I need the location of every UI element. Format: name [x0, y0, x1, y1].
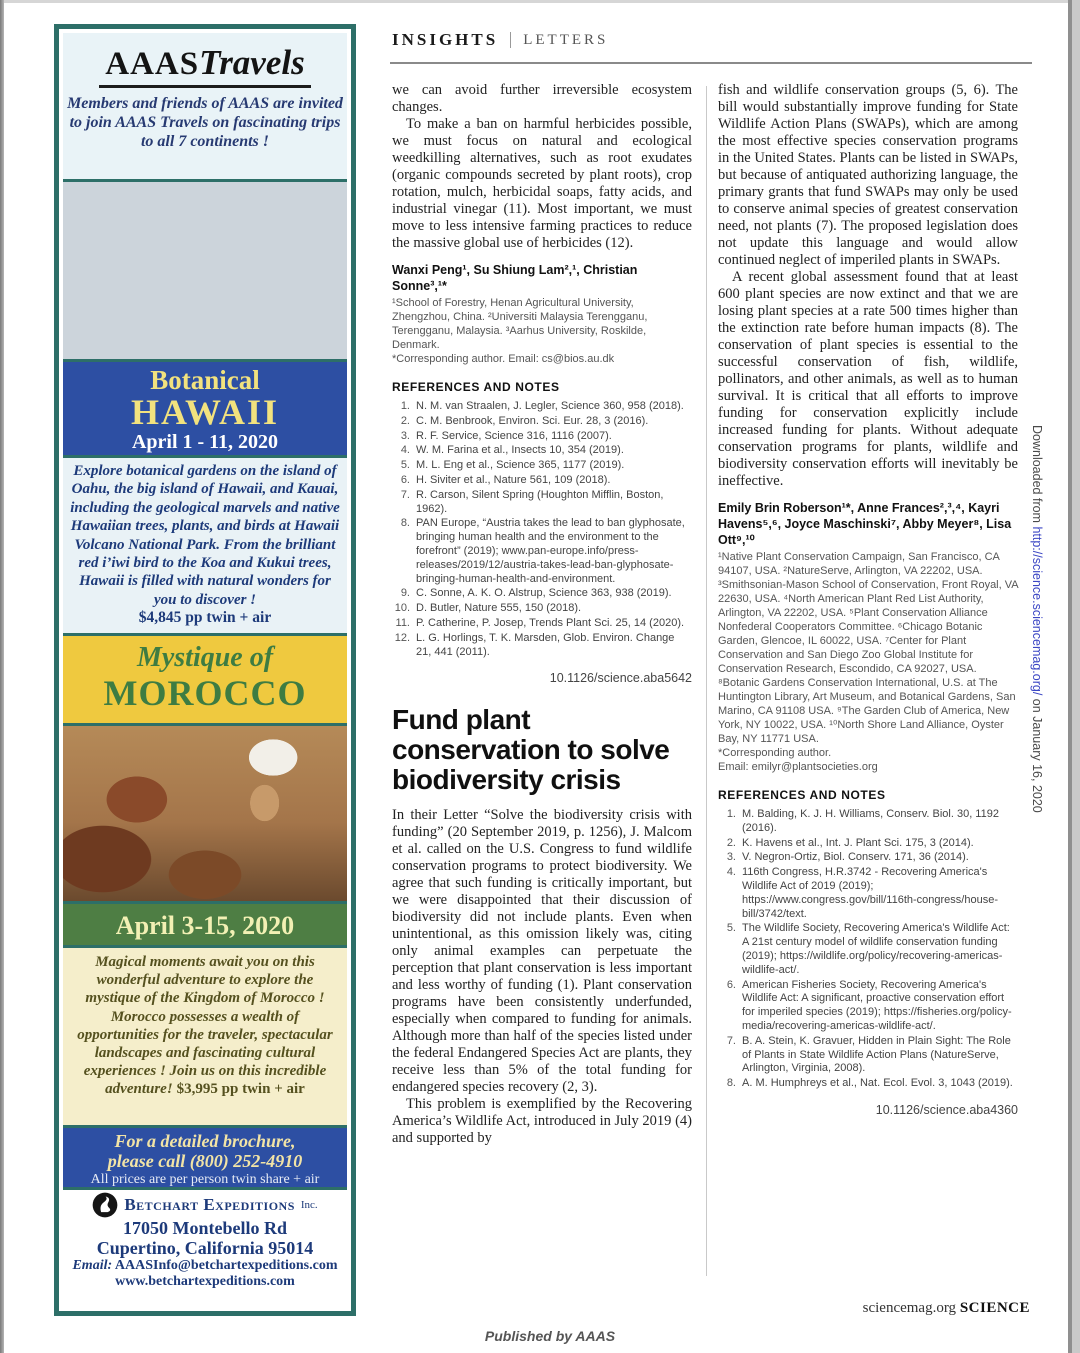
morocco-dates-box: [63, 901, 347, 945]
column-divider: [706, 86, 707, 1276]
reference-number: 8.: [400, 517, 410, 530]
reference-text: C. Sonne, A. K. O. Alstrup, Science 363, 938 (2019).: [416, 587, 672, 600]
reference-text: L. G. Horlings, T. K. Marsden, Glob. Environ. Change 21, 441 (2011).: [416, 631, 675, 658]
reference-item: [392, 587, 692, 601]
letter1-references-list: [392, 400, 692, 659]
letter2-paragraph-2: This problem is exemplified by the Recovering America’s Wildlife Act, introduced in July 2019 (4) and supported by: [392, 1096, 692, 1147]
letter1-references-title: REFERENCES AND NOTES: [392, 380, 560, 394]
reference-text: R. Carson, Silent Spring (Houghton Mifflin, Boston, 1962).: [416, 488, 664, 515]
letter1-doi: 10.1126/science.aba5642: [549, 671, 692, 686]
reference-item: [392, 474, 692, 488]
reference-item: [718, 866, 1018, 921]
reference-item: [392, 632, 692, 660]
page-top-edge: [0, 0, 1080, 3]
reference-item: [718, 808, 1018, 836]
reference-item: [392, 602, 692, 616]
reference-item: [718, 1035, 1018, 1076]
journal-footer: [718, 1300, 1030, 1317]
betchart-company-block: [63, 1187, 347, 1307]
reference-text: The Wildlife Society, Recovering America's Wildlife Act: A 21st century model of wildlife conservation funding (2019); https://wildlife.org/policy/recovering-americas-wildlife-act/.: [742, 922, 1010, 976]
morocco-trip-title: [63, 633, 347, 723]
reference-item: [392, 489, 692, 517]
company-name-suffix: Inc.: [300, 1199, 318, 1211]
text-column-1: [392, 82, 692, 1147]
company-address-line2: Cupertino, California 95014: [96, 1238, 314, 1258]
letter1-authors: Wanxi Peng¹, Su Shiung Lam²,¹, Christian Sonne³,¹*: [392, 263, 638, 293]
letter1-paragraph-continued: we can avoid further irreversible ecosystem changes.: [392, 82, 692, 115]
reference-text: K. Havens et al., Int. J. Plant Sci. 175, 3 (2014).: [742, 836, 974, 849]
reference-text: D. Butler, Nature 555, 150 (2018).: [416, 602, 582, 615]
reference-item: [718, 922, 1018, 977]
brochure-note: All prices are per person twin share + air: [90, 1172, 320, 1187]
reference-item: [392, 444, 692, 458]
hawaii-title-line2: HAWAII: [130, 392, 280, 432]
morocco-title-line2: MOROCCO: [103, 673, 307, 713]
reference-text: R. F. Service, Science 316, 1116 (2007).: [416, 429, 612, 442]
published-by-aaas: Published by AAAS: [484, 1328, 616, 1344]
reference-number: 7.: [726, 1034, 736, 1047]
reference-text: B. A. Stein, K. Gravuer, Hidden in Plain Sight: The Role of Plants in State Wildlife Action Plans (NatureServe, Arlington, Virginia, 2008).: [742, 1034, 1011, 1075]
header-rule: [390, 62, 1032, 64]
section-sublabel: LETTERS: [523, 31, 609, 48]
brochure-call-box: [63, 1125, 347, 1187]
travels-wordmark: Travels: [199, 43, 305, 82]
section-label: INSIGHTS: [392, 30, 499, 49]
watermark-suffix: on January 16, 2020: [1030, 695, 1044, 813]
reference-text: PAN Europe, “Austria takes the lead to ban glyphosate, bringing human health and the environment to the forefront” (2019); www.pan-europe.info/press-releases/2019/12/austria-takes-lead-ban-glyphosate-bringing-human-health-and-environment.: [416, 517, 685, 585]
reference-text: C. M. Benbrook, Environ. Sci. Eur. 28, 3 (2016).: [416, 414, 649, 427]
hawaii-trip-title: [63, 359, 347, 455]
morocco-description: Magical moments await you on this wonderful adventure to explore the mystique of the Kingdom of Morocco ! Morocco possesses a wealth of opportunities for the traveler, spectacular landscapes and fascinating cultural experiences ! Join us on this incredible adventure!: [77, 954, 333, 1098]
hawaii-price: $4,845 pp twin + air: [138, 609, 272, 627]
reference-number: 10.: [394, 602, 410, 615]
hawaii-description: Explore botanical gardens on the island of Oahu, the big island of Hawaii, and Kauai, including the geological marvels and native Hawaiian trees, plants, and birds at Hawaii Volcano National Park. From the brilliant red i’iwi bird to the Koa and Kukui trees, Hawaii is filled with natural wonders for you to discover !: [70, 463, 340, 608]
watermark-url-link[interactable]: http://science.sciencemag.org/: [1030, 526, 1044, 696]
reference-item: [392, 459, 692, 473]
reference-number: 2.: [400, 414, 410, 427]
ad-header: [63, 33, 347, 179]
company-name: Betchart Expeditions: [124, 1195, 295, 1214]
reference-item: [718, 837, 1018, 851]
reference-text: H. Siviter et al., Nature 561, 109 (2018).: [416, 473, 611, 486]
reference-text: V. Negron-Ortiz, Biol. Conserv. 171, 36 (2014).: [742, 851, 969, 864]
reference-text: M. Balding, K. J. H. Williams, Conserv. Biol. 30, 1192 (2016).: [742, 808, 999, 834]
reference-text: W. M. Farina et al., Insects 10, 354 (2019).: [416, 444, 624, 457]
aaas-travels-ad: [54, 24, 356, 1316]
letter1-corresponding: *Corresponding author. Email: cs@bios.au.dk: [392, 353, 615, 365]
letter2-paragraph-3: fish and wildlife conservation groups (5, 6). The bill would substantially improve funding for State Wildlife Action Plans (SWAPs), which are among the most effective species conservation programs in the United States. Plants can be listed in SWAPs, but because of antiquated authorizing language, the primary grants that fund SWAPs may only be used to conserve animal species of greatest conservation need, not plants (7). The proposed legislation does not update this language and would allow continued neglect of imperiled plants in SWAPs.: [718, 82, 1018, 268]
reference-item: [392, 430, 692, 444]
brochure-line1: For a detailed brochure,: [114, 1131, 296, 1151]
reference-number: 6.: [726, 978, 736, 991]
reference-number: 1.: [726, 808, 736, 820]
page-left-edge: [0, 0, 4, 1353]
reference-text: M. L. Eng et al., Science 365, 1177 (2019).: [416, 459, 625, 472]
hawaii-title-line1: Botanical: [150, 365, 260, 395]
page-right-edge-light: [1072, 0, 1080, 1353]
letter2-email: Email: emilyr@plantsocieties.org: [718, 761, 878, 773]
reference-number: 9.: [400, 587, 410, 600]
download-watermark: [1030, 425, 1044, 945]
letter2-doi: 10.1126/science.aba4360: [875, 1102, 1018, 1117]
letter2-authors: Emily Brin Roberson¹*, Anne Frances²,³,⁴, Kayri Havens⁵,⁶, Joyce Maschinski⁷, Abby Meyer⁸, Lisa Ott⁹,¹⁰: [718, 501, 1012, 547]
reference-item: [718, 1077, 1018, 1091]
letter2-corresponding: *Corresponding author.: [718, 747, 832, 759]
reference-text: 116th Congress, H.R.3742 - Recovering America's Wildlife Act of 2019 (2019); https://www.congress.gov/bill/116th-congress/house-bill/3742/text.: [742, 866, 998, 920]
reference-number: 5.: [400, 459, 410, 472]
reference-number: 2.: [726, 836, 736, 849]
letter2-paragraph-1: In their Letter “Solve the biodiversity crisis with funding” (20 September 2019, p. 1256), J. Malcom et al. called on the U.S. Congress to fund wildlife conservation programs to protect biodiversity. We agree that such funding is critically important, but we were disappointed that their discussion of biodiversity did not include plants. Even when unintentional, as this omission likely was, citing only animal examples can perpetuate the perception that plant conservation is less important and less worthy of funding (1). Plant conservation programs have been consistently underfunded, especially when compared to funding for animals. Although more than half of the species listed under the federal Endangered Species Act are plants, they receive less than 5% of the total funding for endangered species recovery (2, 3).: [392, 807, 692, 1096]
reference-item: [392, 517, 692, 586]
footer-site: sciencemag.org: [862, 1300, 957, 1316]
betchart-bird-logo-icon: [92, 1192, 118, 1218]
morocco-dates: April 3-15, 2020: [115, 911, 295, 940]
morocco-price: $3,995 pp twin + air: [176, 1081, 305, 1098]
reference-item: [392, 400, 692, 414]
company-address-line1: 17050 Montebello Rd: [123, 1218, 287, 1238]
text-column-2: [718, 82, 1018, 1117]
kicker-divider: [510, 32, 511, 48]
ad-tagline: Members and friends of AAAS are invited to join AAAS Travels on fascinating trips to all 7 continents !: [67, 95, 343, 150]
reference-item: [718, 979, 1018, 1034]
hawaii-description-box: [63, 455, 347, 633]
reference-number: 4.: [400, 444, 410, 457]
reference-text: A. M. Humphreys et al., Nat. Ecol. Evol. 3, 1043 (2019).: [742, 1077, 1013, 1090]
aaas-wordmark: AAAS: [105, 46, 200, 82]
letter2-references-list: [718, 808, 1018, 1091]
letter2-paragraph-4: A recent global assessment found that at least 600 plant species are now extinct and that we are losing plant species at a rate 500 times higher than the extinction rate before human impacts (8). The conservation of plant species is essential to the successful conservation of fish, wildlife, pollinators, and other animals, as well as to human survival. It is critical that all efforts to improve funding for conservation explicitly include increased funding for plants. Without adequate conservation programs for plants, wildlife and biodiversity conservation efforts will inevitably be ineffective.: [718, 269, 1018, 489]
reference-number: 5.: [726, 922, 736, 935]
letter1-paragraph: To make a ban on harmful herbicides possible, we must focus on natural and ecological weedkilling alternatives, such as root exudates (organic compounds secreted by plant roots), crop rotation, mulch, herbicidal soaps, fatty acids, and industrial vinegar (11). Most important, we must move to less intensive farming practices to reduce the massive global use of herbicides (12).: [392, 116, 692, 251]
letter2-title: Fund plant conservation to solve biodiversity crisis: [392, 704, 670, 796]
reference-number: 1.: [400, 400, 410, 412]
brochure-phone: please call (800) 252-4910: [107, 1151, 303, 1171]
reference-number: 11.: [395, 616, 410, 629]
reference-number: 4.: [726, 866, 736, 879]
reference-number: 12.: [394, 631, 410, 644]
morocco-description-box: [63, 945, 347, 1125]
footer-journal-name: SCIENCE: [959, 1300, 1030, 1316]
morocco-photo: [63, 723, 347, 901]
reference-text: N. M. van Straalen, J. Legler, Science 360, 958 (2018).: [416, 400, 684, 412]
iiwi-bird-photo: [63, 179, 347, 359]
hawaii-dates: April 1 - 11, 2020: [131, 431, 279, 453]
reference-number: 7.: [400, 488, 410, 501]
aaas-travels-logo: [99, 43, 310, 88]
reference-item: [392, 617, 692, 631]
reference-number: 8.: [726, 1077, 736, 1090]
reference-item: [718, 851, 1018, 865]
reference-item: [392, 415, 692, 429]
company-email-label: Email:: [72, 1258, 113, 1273]
watermark-prefix: Downloaded from: [1030, 425, 1044, 527]
reference-number: 3.: [400, 429, 410, 442]
section-kicker: [392, 30, 608, 50]
letter2-affiliations: ¹Native Plant Conservation Campaign, San Francisco, CA 94107, USA. ²NatureServe, Arlington, VA 22202, USA. ³Smithsonian-Mason School of Conservation, Front Royal, VA 22630, USA. ⁴North American Plant Red List Authority, Arlington, VA 22202, USA. ⁵Plant Conservation Alliance Nonfederal Cooperators Committee. ⁶Chicago Botanic Garden, Glencoe, IL 60022, USA. ⁷Center for Plant Conservation and San Diego Zoo Global Institute for Conservation Research, Escondido, CA 92027, USA. ⁸Botanic Gardens Conservation International, U.S. at The Huntington Library, Art Museum, and Botanical Gardens, San Marino, CA 91108 USA. ⁹The Garden Club of America, New York, NY 10022, USA. ¹⁰North Shore Land Alliance, Oyster Bay, NY 11771 USA.: [718, 551, 1018, 745]
letter1-affiliations: ¹School of Forestry, Henan Agricultural University, Zhengzhou, China. ²Universiti Malaysia Terengganu, Terengganu, Malaysia. ³Aarhus University, Roskilde, Denmark.: [392, 297, 648, 351]
reference-text: P. Catherine, P. Josep, Trends Plant Sci. 25, 14 (2020).: [416, 616, 685, 629]
company-website-link[interactable]: www.betchartexpeditions.com: [115, 1274, 295, 1289]
reference-number: 6.: [400, 473, 410, 486]
letter2-references-title: REFERENCES AND NOTES: [718, 788, 886, 802]
reference-text: American Fisheries Society, Recovering America's Wildlife Act: A significant, proactive conservation effort for imperiled species (2019); https://fisheries.org/policy-media/recovering-americas-wildlife-act/.: [742, 978, 1012, 1032]
reference-number: 3.: [726, 851, 736, 864]
company-email-link[interactable]: AAASInfo@betchartexpeditions.com: [114, 1258, 338, 1273]
morocco-title-line1: Mystique of: [136, 642, 274, 673]
